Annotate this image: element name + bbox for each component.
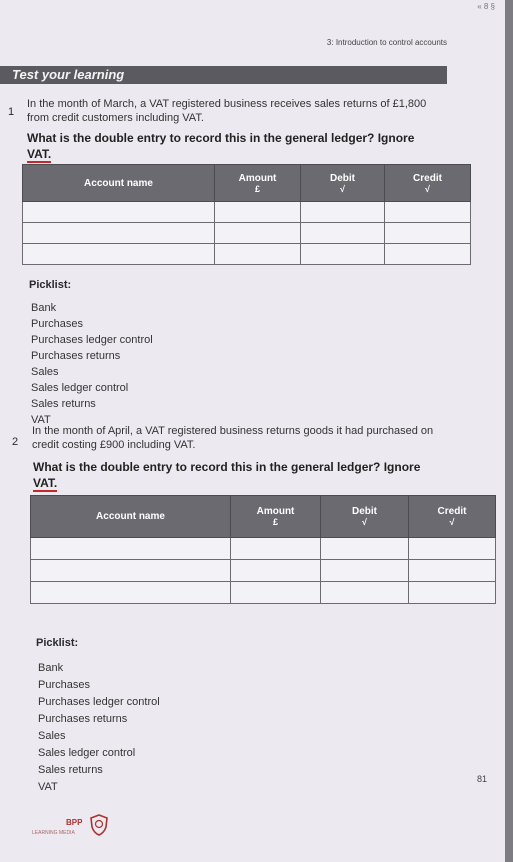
list-item: Sales ledger control: [38, 747, 136, 759]
account-name-cell[interactable]: [31, 582, 231, 604]
column-amount: Amount £: [215, 165, 301, 202]
account-name-cell[interactable]: [23, 202, 215, 223]
amount-cell[interactable]: [215, 244, 301, 265]
debit-cell[interactable]: [321, 538, 409, 560]
chapter-header: 3: Introduction to control accounts: [326, 38, 447, 47]
table-row: [23, 202, 471, 223]
credit-cell[interactable]: [385, 244, 471, 265]
question-1-prompt: [27, 130, 414, 162]
question-2-text-line1: In the month of April, a VAT registered business returns goods it had purchased on: [32, 425, 434, 437]
picklist-2-title: Picklist:: [36, 637, 79, 649]
table-header-row: [23, 165, 471, 202]
logo-text: BPP: [66, 818, 83, 827]
amount-cell[interactable]: [231, 560, 321, 582]
list-item: Bank: [31, 302, 57, 314]
amount-cell[interactable]: [215, 202, 301, 223]
question-2-prompt-line1: What is the double entry to record this in the general ledger? Ignore: [33, 460, 421, 474]
amount-cell[interactable]: [231, 538, 321, 560]
column-account-name: Account name: [23, 165, 215, 202]
question-2-text-line2: credit costing £900 including VAT.: [32, 439, 196, 451]
credit-cell[interactable]: [409, 560, 496, 582]
account-name-cell[interactable]: [23, 223, 215, 244]
column-amount: Amount £: [231, 496, 321, 538]
list-item: Purchases ledger control: [31, 334, 153, 346]
question-1-prompt-line2: VAT.: [27, 147, 52, 161]
column-credit: Credit √: [409, 496, 496, 538]
picklist-1-title: Picklist:: [29, 279, 72, 291]
list-item: Purchases: [31, 318, 83, 330]
picklist-2: [38, 660, 160, 796]
credit-cell[interactable]: [385, 202, 471, 223]
debit-cell[interactable]: [301, 202, 385, 223]
account-name-cell[interactable]: [31, 538, 231, 560]
credit-cell[interactable]: [409, 538, 496, 560]
list-item: Sales ledger control: [31, 382, 129, 394]
list-item: Purchases returns: [38, 713, 128, 725]
table-row: [31, 582, 496, 604]
question-1-text-line1: In the month of March, a VAT registered business receives sales returns of £1,800: [27, 98, 427, 110]
question-2-answer-table: [30, 495, 496, 604]
column-debit: Debit √: [321, 496, 409, 538]
question-2-prompt: [33, 459, 420, 491]
debit-cell[interactable]: [301, 244, 385, 265]
list-item: Sales: [31, 366, 59, 378]
amount-cell[interactable]: [231, 582, 321, 604]
section-title: Test your learning: [0, 66, 447, 84]
list-item: Sales: [38, 730, 66, 742]
credit-cell[interactable]: [385, 223, 471, 244]
page-number: 81: [476, 774, 487, 784]
page-edge: [505, 0, 513, 862]
question-1-text-line2: from credit customers including VAT.: [27, 112, 204, 124]
column-account-name: Account name: [31, 496, 231, 538]
debit-cell[interactable]: [301, 223, 385, 244]
list-item: Sales returns: [38, 764, 103, 776]
list-item: Sales returns: [31, 398, 96, 410]
lion-shield-icon: [90, 814, 108, 836]
bpp-logo: [32, 812, 110, 842]
credit-cell[interactable]: [409, 582, 496, 604]
question-2-text: [32, 424, 433, 452]
column-debit: Debit √: [301, 165, 385, 202]
account-name-cell[interactable]: [31, 560, 231, 582]
list-item: VAT: [31, 414, 51, 426]
debit-cell[interactable]: [321, 560, 409, 582]
logo-subtext: LEARNING MEDIA: [32, 830, 75, 836]
question-2-number: 2: [12, 436, 19, 448]
table-row: [23, 244, 471, 265]
debit-cell[interactable]: [321, 582, 409, 604]
list-item: Purchases: [38, 679, 90, 691]
table-row: [31, 560, 496, 582]
question-1-answer-table: [22, 164, 471, 265]
corner-mark: « 8 §: [477, 2, 495, 11]
amount-cell[interactable]: [215, 223, 301, 244]
picklist-1: [31, 300, 153, 428]
list-item: VAT: [38, 781, 58, 793]
question-1-number: 1: [8, 106, 15, 118]
question-2-prompt-line2: VAT.: [33, 476, 58, 490]
question-1-prompt-line1: What is the double entry to record this in the general ledger? Ignore: [27, 131, 415, 145]
table-header-row: [31, 496, 496, 538]
table-row: [23, 223, 471, 244]
list-item: Purchases returns: [31, 350, 121, 362]
question-1-text: [27, 97, 426, 125]
list-item: Purchases ledger control: [38, 696, 160, 708]
column-credit: Credit √: [385, 165, 471, 202]
list-item: Bank: [38, 662, 64, 674]
account-name-cell[interactable]: [23, 244, 215, 265]
table-row: [31, 538, 496, 560]
